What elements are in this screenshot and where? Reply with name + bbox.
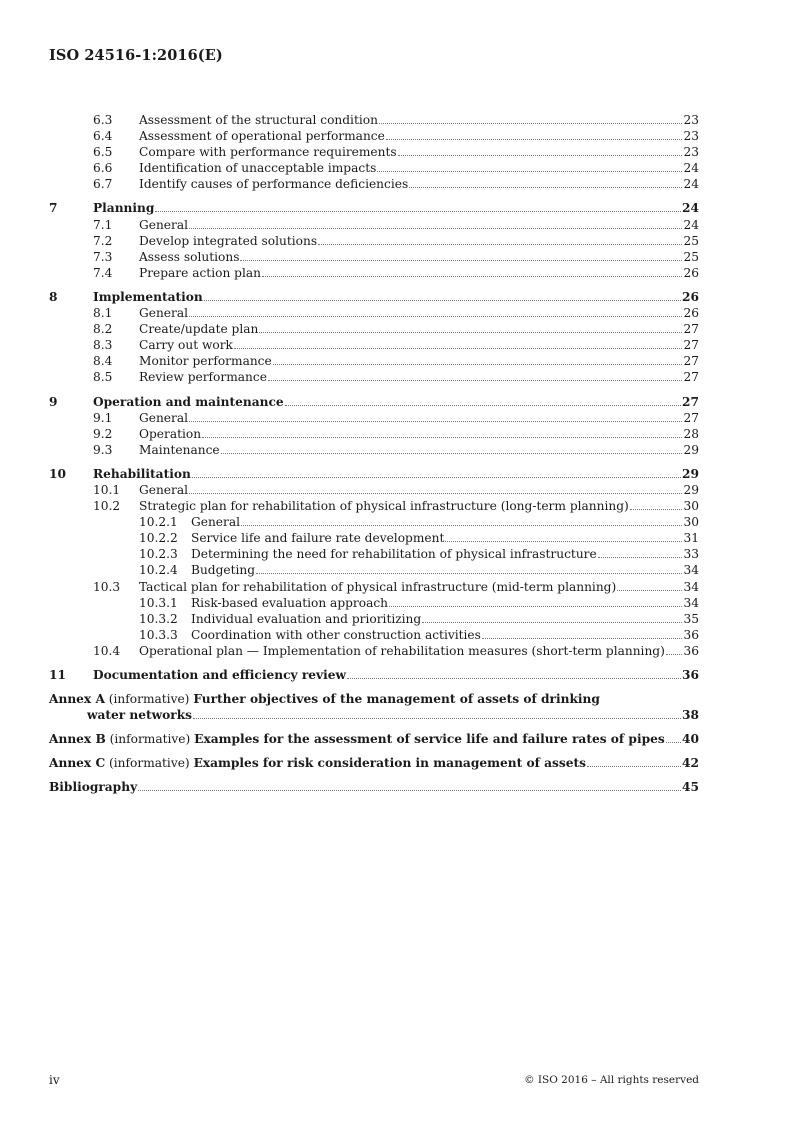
toc-entry-number: 7.3 bbox=[93, 249, 113, 264]
toc-entry-title: Develop integrated solutions bbox=[139, 233, 318, 248]
bibliography-entry[interactable] bbox=[49, 779, 699, 795]
toc-entry[interactable] bbox=[49, 265, 699, 281]
toc-entry-number: 10.1 bbox=[93, 482, 121, 497]
toc-entry-title: Rehabilitation bbox=[93, 466, 191, 481]
toc-entry-number: 6.3 bbox=[93, 113, 113, 127]
leader-dots bbox=[193, 718, 681, 719]
toc-entry-page: 36 bbox=[683, 643, 699, 658]
toc-entry-number: 6.6 bbox=[93, 161, 113, 176]
leader-dots bbox=[202, 437, 682, 438]
toc-entry-title: General bbox=[139, 482, 188, 497]
annex-b-note: (informative) bbox=[109, 732, 191, 747]
leader-dots bbox=[241, 525, 682, 526]
leader-dots bbox=[389, 606, 682, 607]
toc-entry-title: Coordination with other construction activities bbox=[191, 627, 481, 642]
toc-entry[interactable] bbox=[49, 289, 699, 305]
annex-a-page: 38 bbox=[682, 708, 699, 723]
toc-entry-page: 34 bbox=[683, 563, 699, 578]
toc-entry-number: 10.3.2 bbox=[139, 611, 178, 626]
toc-entry-page: 34 bbox=[683, 595, 699, 610]
annex-a-note: (informative) bbox=[108, 692, 190, 707]
leader-dots bbox=[398, 155, 683, 156]
toc-entry-page: 25 bbox=[683, 233, 699, 248]
leader-dots bbox=[409, 187, 682, 188]
toc-entry-title: Service life and failure rate development bbox=[191, 531, 445, 546]
leader-dots bbox=[189, 493, 682, 494]
leader-dots bbox=[482, 638, 683, 639]
toc-entry-page: 26 bbox=[683, 265, 699, 280]
toc-entry-title: General bbox=[191, 515, 240, 530]
toc-entry[interactable] bbox=[49, 128, 699, 144]
leader-dots bbox=[273, 364, 683, 365]
toc-entry-title: Risk-based evaluation approach bbox=[191, 595, 389, 610]
toc-entry[interactable] bbox=[49, 321, 699, 337]
leader-dots bbox=[377, 171, 682, 172]
toc-entry-title: Operational plan — Implementation of rehabilitation measures (short-term planning) bbox=[139, 643, 665, 658]
leader-dots bbox=[285, 405, 681, 406]
toc-entry-number: 6.4 bbox=[93, 129, 113, 144]
leader-dots bbox=[138, 790, 681, 791]
annex-a-title-line2: water networks bbox=[87, 708, 193, 723]
leader-dots bbox=[598, 557, 683, 558]
annex-b-page: 40 bbox=[682, 732, 699, 747]
leader-dots bbox=[192, 477, 681, 478]
toc-entry-number: 9.2 bbox=[93, 426, 113, 441]
toc-entry-page: 29 bbox=[682, 466, 699, 481]
toc-entry[interactable] bbox=[49, 200, 699, 216]
toc-entry[interactable] bbox=[49, 579, 699, 595]
toc-entry[interactable] bbox=[49, 498, 699, 514]
toc-entry-page: 33 bbox=[683, 547, 699, 562]
toc-entry[interactable] bbox=[49, 217, 699, 233]
toc-entry[interactable] bbox=[49, 305, 699, 321]
toc-entry-number: 7.4 bbox=[93, 265, 113, 280]
bibliography-page: 45 bbox=[682, 780, 699, 795]
toc-entry-page: 23 bbox=[683, 113, 699, 127]
leader-dots bbox=[347, 678, 681, 679]
toc-entry-number: 9.3 bbox=[93, 442, 113, 457]
annex-a-id: Annex A bbox=[49, 692, 105, 707]
toc-entry-page: 29 bbox=[683, 482, 699, 497]
toc-entry[interactable] bbox=[49, 611, 699, 627]
toc-entry-page: 28 bbox=[683, 426, 699, 441]
toc-entry-number: 10.3 bbox=[93, 579, 121, 594]
toc-entry-title: Assessment of the structural condition bbox=[139, 113, 378, 127]
toc-entry-number: 7 bbox=[49, 201, 58, 216]
toc-entry[interactable] bbox=[49, 337, 699, 353]
toc-entry-number: 9 bbox=[49, 394, 58, 409]
toc-entry-page: 34 bbox=[683, 579, 699, 594]
toc-entry-page: 30 bbox=[683, 515, 699, 530]
toc-entry[interactable] bbox=[49, 249, 699, 265]
toc-entry[interactable] bbox=[49, 643, 699, 659]
leader-dots bbox=[318, 244, 682, 245]
toc-entry[interactable] bbox=[49, 394, 699, 410]
toc-entry-number: 6.7 bbox=[93, 177, 113, 192]
leader-dots bbox=[189, 228, 682, 229]
leader-dots bbox=[445, 541, 682, 542]
toc-entry-page: 24 bbox=[683, 217, 699, 232]
toc-entry[interactable] bbox=[49, 667, 699, 683]
toc-entry[interactable] bbox=[49, 530, 699, 546]
toc-entry-number: 10.2 bbox=[93, 499, 121, 514]
toc-entry-title: Carry out work bbox=[139, 338, 233, 353]
toc-entry-number: 10.3.3 bbox=[139, 627, 178, 642]
leader-dots bbox=[422, 622, 682, 623]
toc-entry[interactable] bbox=[49, 233, 699, 249]
leader-dots bbox=[221, 453, 683, 454]
toc-entry[interactable] bbox=[49, 426, 699, 442]
toc-entry-page: 26 bbox=[682, 289, 699, 304]
toc-entry[interactable] bbox=[49, 160, 699, 176]
toc-entry-title: Operation and maintenance bbox=[93, 394, 284, 409]
toc-entry[interactable] bbox=[49, 595, 699, 611]
toc-entry-number: 10.2.4 bbox=[139, 563, 178, 578]
toc-entry-number: 9.1 bbox=[93, 410, 113, 425]
toc-entry-title: Create/update plan bbox=[139, 322, 259, 337]
leader-dots bbox=[189, 316, 682, 317]
toc-entry-number: 8.2 bbox=[93, 322, 113, 337]
toc-entry-page: 23 bbox=[683, 129, 699, 144]
toc-entry-title: Strategic plan for rehabilitation of physical infrastructure (long-term planning) bbox=[139, 499, 629, 514]
toc-entry-title: Assess solutions bbox=[139, 249, 240, 264]
annex-b-entry[interactable] bbox=[49, 731, 699, 747]
leader-dots bbox=[630, 509, 683, 510]
toc-entry-page: 24 bbox=[683, 161, 699, 176]
document-header: ISO 24516-1:2016(E) bbox=[49, 47, 223, 64]
toc-entry-title: Identify causes of performance deficiencies bbox=[139, 177, 409, 192]
toc-entry[interactable] bbox=[49, 482, 699, 498]
toc-entry-title: Determining the need for rehabilitation of physical infrastructure bbox=[191, 547, 597, 562]
table-of-contents bbox=[49, 112, 699, 796]
toc-entry-number: 10.4 bbox=[93, 643, 121, 658]
toc-entry-title: General bbox=[139, 306, 188, 321]
leader-dots bbox=[155, 211, 681, 212]
leader-dots bbox=[268, 380, 683, 381]
toc-entry-title: Review performance bbox=[139, 370, 267, 385]
toc-entry-page: 27 bbox=[683, 370, 699, 385]
toc-entry-number: 6.5 bbox=[93, 145, 113, 160]
toc-entry-title: Maintenance bbox=[139, 442, 220, 457]
toc-entry-page: 25 bbox=[683, 249, 699, 264]
leader-dots bbox=[189, 421, 682, 422]
toc-entry-title: Documentation and efficiency review bbox=[93, 668, 346, 682]
toc-entry-title: Operation bbox=[139, 426, 202, 441]
toc-entry[interactable] bbox=[49, 112, 699, 128]
toc-entry-title: General bbox=[139, 410, 188, 425]
toc-entry-number: 10.2.2 bbox=[139, 531, 178, 546]
annex-a-title-line1: Further objectives of the management of assets of drinking bbox=[193, 692, 600, 707]
toc-entry-page: 27 bbox=[683, 410, 699, 425]
annex-c-page: 42 bbox=[682, 756, 699, 771]
toc-entry-title: Prepare action plan bbox=[139, 265, 261, 280]
toc-entry-title: Individual evaluation and prioritizing bbox=[191, 611, 422, 626]
toc-entry-title: Monitor performance bbox=[139, 354, 272, 369]
toc-entry-number: 8.1 bbox=[93, 306, 113, 321]
bibliography-label: Bibliography bbox=[49, 780, 138, 795]
toc-entry-number: 11 bbox=[49, 668, 66, 682]
toc-entry-page: 36 bbox=[683, 627, 699, 642]
toc-entry-page: 23 bbox=[683, 145, 699, 160]
toc-entry-page: 31 bbox=[683, 531, 699, 546]
toc-entry-title: Compare with performance requirements bbox=[139, 145, 397, 160]
footer-page-number: iv bbox=[49, 1073, 60, 1087]
leader-dots bbox=[379, 123, 683, 124]
toc-entry[interactable] bbox=[49, 562, 699, 578]
toc-entry-title: Implementation bbox=[93, 289, 203, 304]
leader-dots bbox=[666, 742, 681, 743]
leader-dots bbox=[262, 276, 683, 277]
toc-entry-page: 24 bbox=[682, 201, 699, 216]
leader-dots bbox=[256, 573, 682, 574]
toc-entry-title: General bbox=[139, 217, 188, 232]
leader-dots bbox=[666, 654, 683, 655]
annex-c-note: (informative) bbox=[109, 756, 190, 771]
toc-entry-page: 24 bbox=[683, 177, 699, 192]
annex-b-title: Examples for the assessment of service life and failure rates of pipes bbox=[194, 732, 665, 747]
toc-entry-page: 29 bbox=[683, 442, 699, 457]
leader-dots bbox=[240, 260, 682, 261]
leader-dots bbox=[234, 348, 683, 349]
toc-entry[interactable] bbox=[49, 144, 699, 160]
toc-entry-number: 10 bbox=[49, 466, 66, 481]
toc-entry-number: 8.3 bbox=[93, 338, 113, 353]
toc-entry[interactable] bbox=[49, 369, 699, 385]
toc-entry[interactable] bbox=[49, 466, 699, 482]
toc-entry[interactable] bbox=[49, 353, 699, 369]
annex-c-title: Examples for risk consideration in management of assets bbox=[193, 756, 586, 771]
toc-entry-page: 26 bbox=[683, 306, 699, 321]
toc-entry[interactable] bbox=[49, 546, 699, 562]
toc-entry-page: 27 bbox=[683, 338, 699, 353]
toc-entry-number: 7.2 bbox=[93, 233, 113, 248]
toc-entry[interactable] bbox=[49, 627, 699, 643]
annex-c-entry[interactable] bbox=[49, 755, 699, 771]
toc-entry-number: 10.2.1 bbox=[139, 515, 178, 530]
toc-entry[interactable] bbox=[49, 514, 699, 530]
toc-entry[interactable] bbox=[49, 176, 699, 192]
toc-entry-number: 10.2.3 bbox=[139, 547, 178, 562]
toc-entry-title: Planning bbox=[93, 201, 155, 216]
toc-entry-number: 8.5 bbox=[93, 370, 113, 385]
toc-entry-page: 35 bbox=[683, 611, 699, 626]
toc-entry-number: 8 bbox=[49, 289, 58, 304]
annex-a-entry[interactable] bbox=[49, 691, 699, 723]
toc-entries bbox=[49, 112, 699, 683]
toc-entry-title: Tactical plan for rehabilitation of physical infrastructure (mid-term planning) bbox=[139, 579, 617, 594]
toc-entry-title: Assessment of operational performance bbox=[139, 129, 385, 144]
toc-entry-page: 27 bbox=[683, 354, 699, 369]
annex-b-id: Annex B bbox=[49, 732, 106, 747]
toc-entry-number: 10.3.1 bbox=[139, 595, 178, 610]
leader-dots bbox=[587, 766, 681, 767]
toc-entry-title: Identification of unacceptable impacts bbox=[139, 161, 377, 176]
toc-entry-number: 8.4 bbox=[93, 354, 113, 369]
toc-entry-page: 30 bbox=[683, 499, 699, 514]
toc-entry-title: Budgeting bbox=[191, 563, 256, 578]
toc-entry[interactable] bbox=[49, 442, 699, 458]
toc-entry-page: 27 bbox=[682, 394, 699, 409]
leader-dots bbox=[259, 332, 682, 333]
footer-copyright: © ISO 2016 – All rights reserved bbox=[524, 1074, 699, 1086]
toc-entry-page: 27 bbox=[683, 322, 699, 337]
toc-entry-page: 36 bbox=[682, 668, 699, 682]
toc-entry-number: 7.1 bbox=[93, 217, 113, 232]
leader-dots bbox=[386, 139, 683, 140]
annex-c-id: Annex C bbox=[49, 756, 106, 771]
leader-dots bbox=[204, 300, 681, 301]
leader-dots bbox=[617, 590, 682, 591]
toc-entry[interactable] bbox=[49, 410, 699, 426]
